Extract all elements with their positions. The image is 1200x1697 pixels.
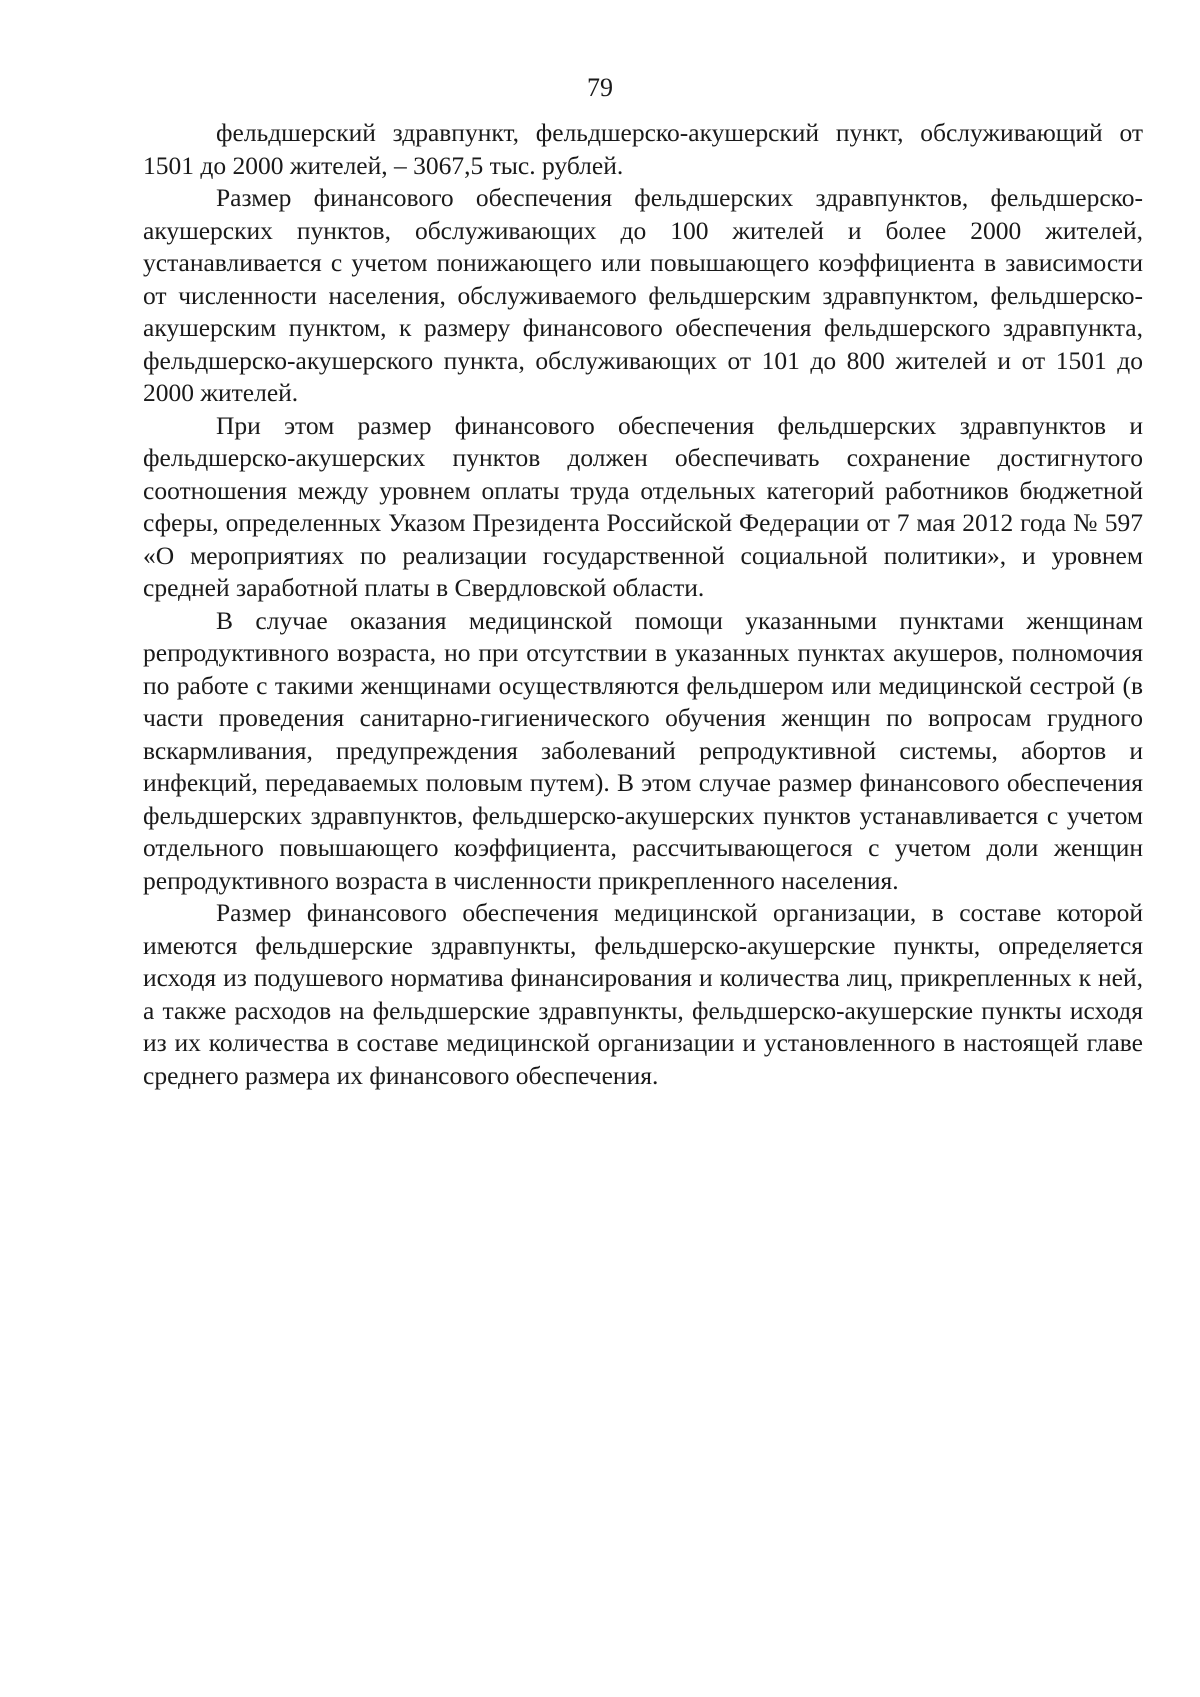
paragraph: Размер финансового обеспечения медицинской организации, в составе которой имеются фельдшерские здравпункты, фельдшерско-акушерские пункты, определяется исходя из подушевого норматива финансирования и количества лиц, прикрепленных к ней, а также расходов на фельдшерские здравпункты, фельдшерско-акушерские пункты исходя из их количества в составе медицинской организации и установленного в настоящей главе среднего размера их финансового обеспечения. bbox=[143, 898, 1143, 1090]
paragraph: При этом размер финансового обеспечения фельдшерских здравпунктов и фельдшерско-акушерских пунктов должен обеспечивать сохранение достигнутого соотношения между уровнем оплаты труда отдельных категорий работников бюджетной сферы, определенных Указом Президента Российской Федерации от 7 мая 2012 года № 597 «О мероприятиях по реализации государственной социальной политики», и уровнем средней заработной платы в Свердловской области. bbox=[143, 410, 1143, 602]
page-number: 79 bbox=[587, 73, 613, 102]
paragraph: фельдшерский здравпункт, фельдшерско-акушерский пункт, обслуживающий от 1501 до 2000 жителей, – 3067,5 тыс. рублей. bbox=[143, 118, 1143, 180]
paragraph: Размер финансового обеспечения фельдшерских здравпунктов, фельдшерско-акушерских пунктов, обслуживающих до 100 жителей и более 2000 жителей, устанавливается с учетом понижающего или повышающего коэффициента в зависимости от численности населения, обслуживаемого фельдшерским здравпунктом, фельдшерско-акушерским пунктом, к размеру финансового обеспечения фельдшерского здравпункта, фельдшерско-акушерского пункта, обслуживающих от 101 до 800 жителей и от 1501 до 2000 жителей. bbox=[143, 183, 1143, 407]
document-body bbox=[143, 117, 1143, 1092]
paragraph: В случае оказания медицинской помощи указанными пунктами женщинам репродуктивного возраста, но при отсутствии в указанных пунктах акушеров, полномочия по работе с такими женщинами осуществляются фельдшером или медицинской сестрой (в части проведения санитарно-гигиенического обучения женщин по вопросам грудного вскармливания, предупреждения заболеваний репродуктивной системы, абортов и инфекций, передаваемых половым путем). В этом случае размер финансового обеспечения фельдшерских здравпунктов, фельдшерско-акушерских пунктов устанавливается с учетом отдельного повышающего коэффициента, рассчитывающегося с учетом доли женщин репродуктивного возраста в численности прикрепленного населения. bbox=[143, 605, 1143, 895]
